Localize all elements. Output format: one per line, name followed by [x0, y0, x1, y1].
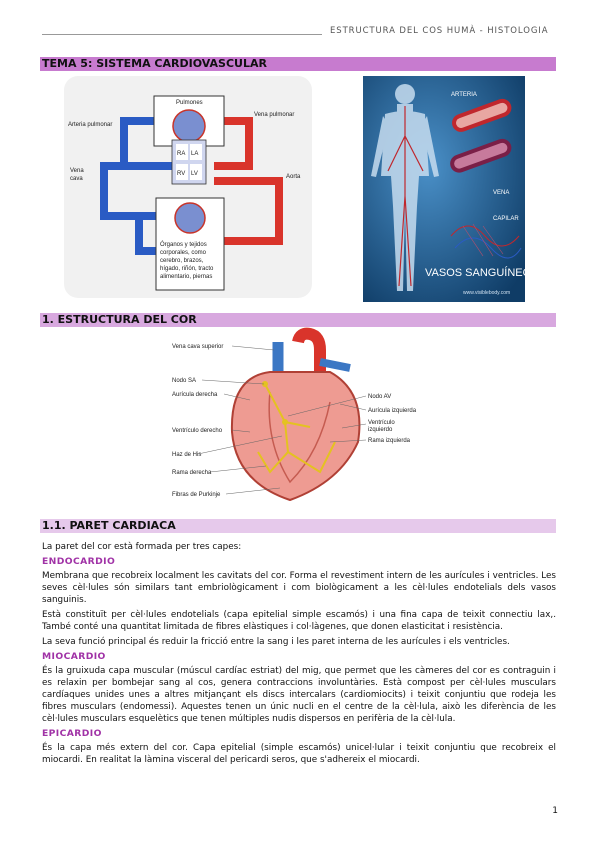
subheading-epicardio: EPICARDIO — [42, 728, 102, 739]
page-title: TEMA 5: SISTEMA CARDIOVASCULAR — [40, 57, 556, 71]
chamber-lv: LV — [191, 171, 198, 177]
chamber-ra: RA — [177, 151, 186, 157]
heart-label-auricula-izquierda: Aurícula izquierda — [368, 408, 417, 414]
subheading-miocardio: MIOCARDIO — [42, 651, 106, 662]
heart-label-ventriculo-2: izquierdo — [368, 427, 393, 433]
label-vena-pulmonar: Vena pulmonar — [254, 112, 295, 118]
endocardio-paragraph-1: Membrana que recobreix localment les cavitats del cor. Forma el revestiment intern de les aurícules i ventricles. Les seves cèl·lules són similars tant embriològicament i com biològicament a les cèl·lules endotelials dels vasos sanguinis. — [42, 571, 556, 605]
heart-label-rama-izquierda: Rama izquierda — [368, 438, 411, 444]
running-header: ESTRUCTURA DEL COS HUMÀ - HISTOLOGIA — [330, 26, 549, 36]
header-rule — [42, 34, 322, 35]
label-arteria: ARTERIA — [451, 92, 477, 98]
heart-label-fibras-purkinje: Fibras de Purkinje — [172, 492, 221, 498]
section-heading-paret-cardiaca: 1.1. PARET CARDIACA — [40, 519, 556, 533]
endocardio-paragraph-2: Està constituït per cèl·lules endotelials (capa epitelial simple escamós) i una fina capa de teixit connectiu lax,. També conté una quantitat limitada de fibres elàstiques i col·làgenes, que donen elasticitat i resistència. — [42, 610, 556, 632]
miocardio-paragraph: És la gruixuda capa muscular (múscul cardíac estriat) del mig, que permet que les càmeres del cor es contraguin i es relaxin per bombejar sang al cos, genera contraccions involuntàries. Està compost per cèl·lules musculars cardíaques unides unes a altres mitjançant els discs intercalars (cardiomiocits) i teixit conjuntiu que rodeja les fibres musculars (endomessi). Aquestes tenen un únic nucli en el centre de la cèl·lula, això les diferència de les cèl·lules musculars esquelètics que tenen múltiples nudis dispersos en perifèria de la cèl·lula. — [42, 666, 556, 724]
section-heading-estructura: 1. ESTRUCTURA DEL COR — [40, 313, 556, 327]
chamber-rv: RV — [177, 171, 186, 177]
vessels-credit: www.visiblebody.com — [463, 290, 511, 296]
organs-line-1: Órganos y tejidos — [160, 242, 207, 248]
heart-label-nodo-av: Nodo AV — [368, 394, 392, 400]
heart-label-ventriculo-derecho: Ventrículo derecho — [172, 428, 223, 434]
circulation-diagram — [64, 76, 312, 298]
heart-diagram — [170, 332, 430, 508]
label-aorta: Aorta — [286, 174, 301, 180]
heart-label-nodo-sa: Nodo SA — [172, 378, 197, 384]
organs-line-5: alimentario, piernas — [160, 274, 213, 280]
paret-cardiaca-body — [42, 541, 556, 769]
subheading-endocardio: ENDOCARDIO — [42, 556, 116, 567]
heart-label-haz-de-his: Haz de His — [172, 452, 202, 458]
organs-line-2: corporales, como — [160, 250, 207, 256]
heart-label-auricula-derecha: Aurícula derecha — [172, 392, 218, 398]
label-capilar: CAPILAR — [493, 216, 519, 222]
page-number: 1 — [552, 806, 558, 816]
label-pulmones: Pulmones — [176, 100, 203, 106]
endocardio-paragraph-3: La seva funció principal és reduir la fricció entre la sang i les paret interna de les aurícules i els ventricles. — [42, 637, 510, 647]
label-vena-cava-1: Vena — [70, 168, 84, 174]
label-vena: VENA — [493, 190, 510, 196]
chamber-la: LA — [191, 151, 199, 157]
heart-label-rama-derecha: Rama derecha — [172, 470, 212, 476]
organs-line-3: cerebro, brazos, — [160, 258, 204, 264]
heart-label-aorta: Aorta — [298, 364, 313, 370]
label-vena-cava-2: cava — [70, 176, 83, 182]
heart-label-vena-cava-superior: Vena cava superior — [172, 344, 224, 350]
vessels-caption: VASOS SANGUÍNEOS — [425, 267, 539, 279]
intro-paragraph: La paret del cor està formada per tres capes: — [42, 542, 242, 552]
blood-vessels-image — [363, 76, 539, 302]
organs-line-4: hígado, riñón, tracto — [160, 266, 214, 272]
label-arteria-pulmonar: Arteria pulmonar — [68, 122, 113, 128]
heart-label-ventriculo-1: Ventrículo — [368, 420, 395, 426]
epicardio-paragraph: És la capa més extern del cor. Capa epitelial (simple escamós) unicel·lular i teixit conjuntiu que recobreix el miocardi. En realitat la làmina visceral del pericardi seros, que s'adhereix el miocardi. — [42, 743, 556, 765]
